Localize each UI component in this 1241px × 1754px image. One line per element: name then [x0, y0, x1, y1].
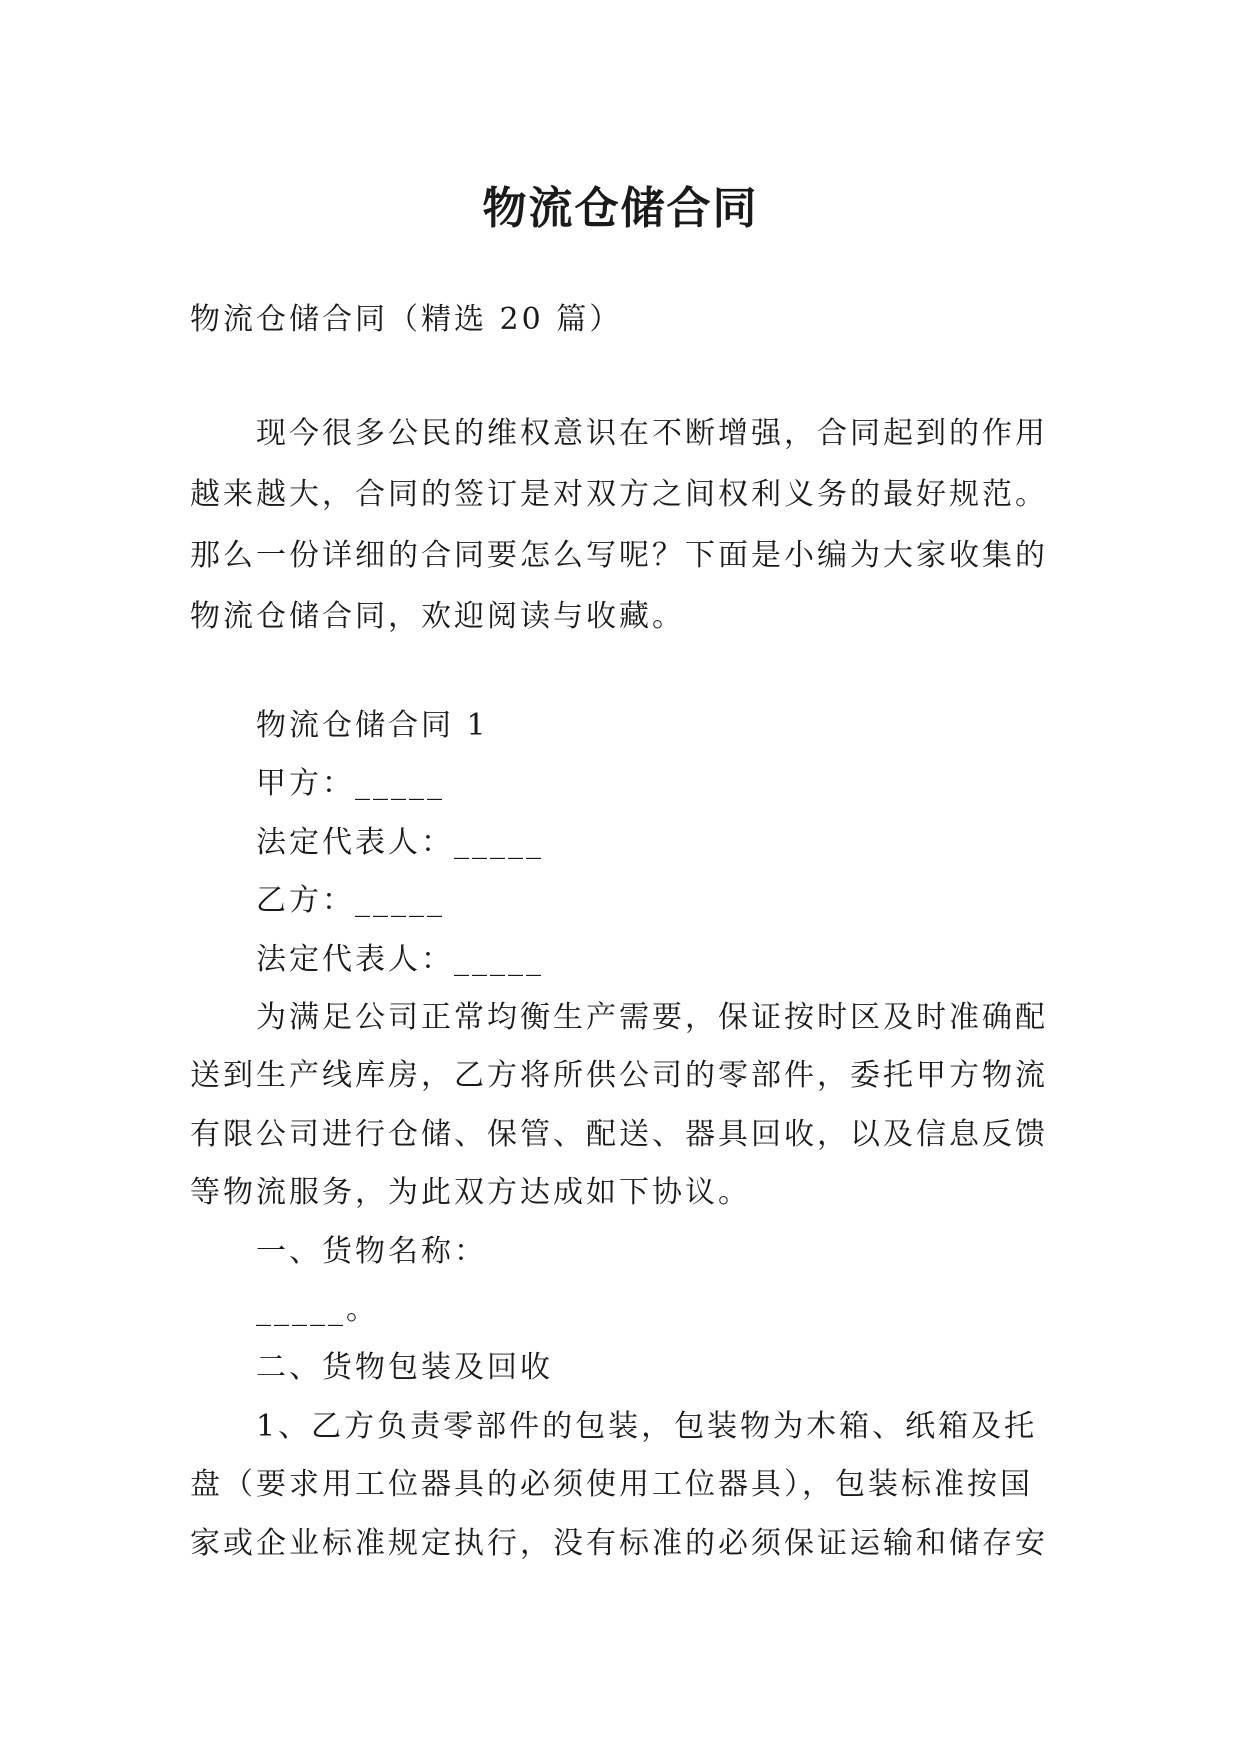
party-b-field: 乙方：_____	[256, 883, 445, 919]
section-2-title: 二、货物包装及回收	[256, 1350, 553, 1386]
party-a-representative-field: 法定代表人：_____	[256, 824, 544, 860]
contract-preamble: 为满足公司正常均衡生产需要，保证按时区及时准确配送到生产线库房，乙方将所供公司的零部件，委托甲方物流有限公司进行仓储、保管、配送、器具回收，以及信息反馈等物流服务，为此双方达成如下协议。	[190, 1000, 1048, 1211]
page-title: 物流仓储合同	[482, 183, 759, 235]
party-a-field: 甲方：_____	[256, 766, 445, 802]
section-1-title: 一、货物名称：	[256, 1233, 487, 1269]
contract-section	[190, 697, 1060, 1573]
contract-heading: 物流仓储合同 1	[256, 708, 489, 743]
document-subtitle: 物流仓储合同（精选 20 篇）	[190, 302, 623, 337]
section-2-item-1: 1、乙方负责零部件的包装，包装物为木箱、纸箱及托盘（要求用工位器具的必须使用工位器具），包装标准按国家或企业标准规定执行，没有标准的必须保证运输和储存安	[190, 1408, 1048, 1561]
party-b-representative-field: 法定代表人：_____	[256, 941, 544, 977]
intro-paragraph: 现今很多公民的维权意识在不断增强，合同起到的作用越来越大，合同的签订是对双方之间权利义务的最好规范。那么一份详细的合同要怎么写呢？下面是小编为大家收集的物流仓储合同，欢迎阅读与收藏。	[190, 416, 1048, 634]
section-1-blank: _____。	[256, 1292, 379, 1328]
